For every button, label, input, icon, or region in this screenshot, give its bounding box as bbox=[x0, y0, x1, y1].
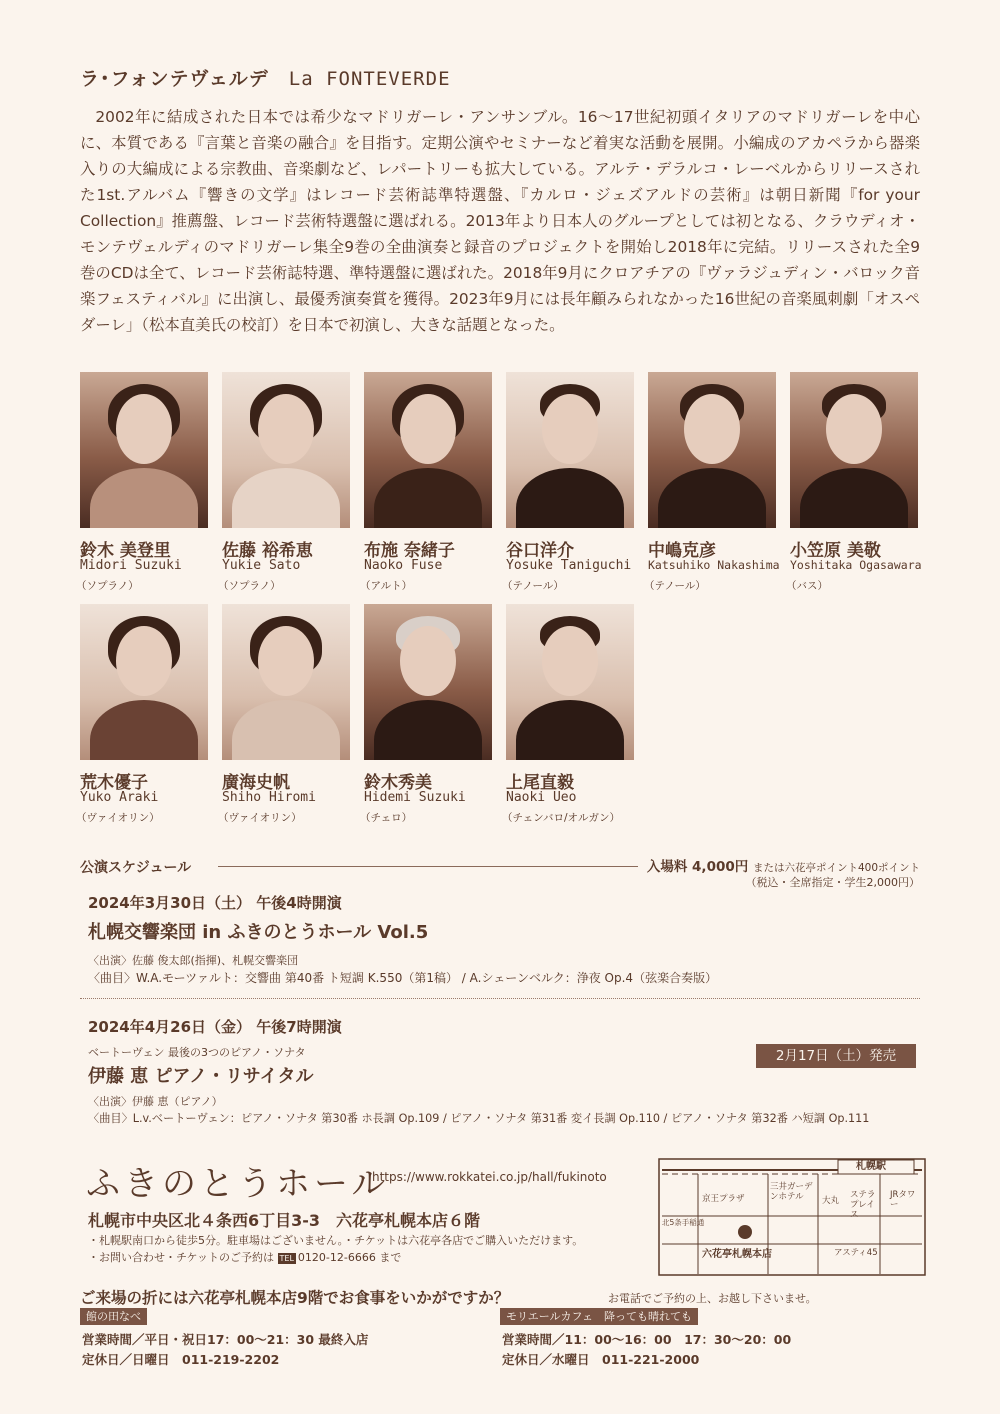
member-name: 上尾直毅 bbox=[506, 773, 574, 793]
event-program: 〈曲目〉W.A.モーツァルト：交響曲 第40番 ト短調 K.550（第1稿） / A.シェーンベルク：浄夜 Op.4（弦楽合奏版） bbox=[88, 971, 718, 985]
member-role: （ヴァイオリン） bbox=[218, 812, 302, 824]
member-name: 佐藤 裕希恵 bbox=[222, 541, 313, 561]
access-map bbox=[658, 1158, 926, 1276]
group-title bbox=[80, 64, 451, 91]
member-photo bbox=[506, 604, 634, 760]
group-title-en: La FONTEVERDE bbox=[288, 68, 451, 90]
hall-url[interactable]: https://www.rokkatei.co.jp/hall/fukinoto bbox=[372, 1170, 607, 1184]
contact-tel[interactable]: 0120-12-6666 まで bbox=[297, 1251, 402, 1264]
member-name: 小笠原 美敬 bbox=[790, 541, 881, 561]
member-name: 布施 奈緒子 bbox=[364, 541, 455, 561]
member-roman: Yoshitaka Ogasawara bbox=[790, 558, 922, 572]
member-role: （アルト） bbox=[360, 580, 413, 592]
contact-prefix: ・お問い合わせ・チケットのご予約は bbox=[88, 1251, 275, 1264]
restaurant-label: モリエールカフェ 降っても晴れても bbox=[500, 1308, 698, 1325]
dining-title-note: お電話でご予約の上、お越し下さいませ。 bbox=[608, 1292, 817, 1305]
event-subtitle: ベートーヴェン 最後の3つのピアノ・ソナタ bbox=[88, 1046, 306, 1059]
member-roman: Hidemi Suzuki bbox=[364, 790, 466, 805]
event-divider bbox=[80, 998, 920, 999]
member-photo bbox=[364, 372, 492, 528]
member-photo bbox=[648, 372, 776, 528]
member-roman: Yuko Araki bbox=[80, 790, 159, 805]
restaurant-closed: 定休日／日曜日 011-219-2202 bbox=[82, 1352, 280, 1367]
member-role: （チェンバロ/オルガン） bbox=[502, 812, 620, 824]
member-photo bbox=[364, 604, 492, 760]
member-roman: Yukie Sato bbox=[222, 558, 301, 573]
hall-access-note: ・札幌駅南口から徒歩5分。駐車場はございません。・チケットは六花亭各店でご購入いただけます。 bbox=[88, 1234, 584, 1247]
hall-address: 札幌市中央区北４条西6丁目3-3 六花亭札幌本店６階 bbox=[88, 1211, 481, 1230]
group-bio: 2002年に結成された日本では希少なマドリガーレ・アンサンブル。16～17世紀初頭イタリアのマドリガーレを中心に、本質である『言葉と音楽の融合』を目指す。定期公演やセミナーなど着実な活動を展開。小編成のアカペラから器楽入りの大編成による宗教曲、音楽劇など、レパートリーも拡大している。アルテ・デラルコ・レーベルからリリースされた1st.アルバム『響きの文学』はレコード芸術誌準特選盤、『カルロ・ジェズアルドの芸術』は朝日新聞『for your Collection』推薦盤、レコード芸術特選盤に選ばれる。2013年より日本人のグループとしては初となる、クラウディオ・モンテヴェルディのマドリガーレ集全9巻の全曲演奏と録音のプロジェクトを開始し2018年に完結。リリースされた全9巻のCDは全て、レコード芸術誌特選、準特選盤に選ばれた。2018年9月にクロアチアの『ヴァラジュディン・バロック音楽フェスティバル』に出演し、最優秀演奏賞を獲得。2023年9月には長年顧みられなかった16世紀の音楽風刺劇「オスペダーレ」（松本直美氏の校訂）を日本で初演し、大きな話題となった。 bbox=[80, 108, 920, 334]
member-role: （テノール） bbox=[644, 580, 706, 592]
member-role: （テノール） bbox=[502, 580, 564, 592]
member-name: 荒木優子 bbox=[80, 773, 148, 793]
group-title-ja: ラ･フォンテヴェルデ bbox=[80, 68, 269, 90]
member-name: 廣海史帆 bbox=[222, 773, 290, 793]
member-photo bbox=[80, 604, 208, 760]
member-roman: Naoko Fuse bbox=[364, 558, 443, 573]
member-roman: Naoki Ueo bbox=[506, 790, 577, 805]
member-role: （ソプラノ） bbox=[218, 580, 281, 592]
member-role: （バス） bbox=[786, 580, 828, 592]
map-station: 札幌駅 bbox=[856, 1161, 886, 1172]
restaurant-hours: 営業時間／11：00～16：00 17：30～20：00 bbox=[502, 1332, 792, 1347]
member-role: （チェロ） bbox=[360, 812, 413, 824]
event-performers: 〈出演〉伊藤 恵（ピアノ） bbox=[88, 1095, 223, 1108]
member-photo bbox=[222, 372, 350, 528]
member-role: （ヴァイオリン） bbox=[76, 812, 160, 824]
hall-contact-note bbox=[88, 1249, 401, 1265]
member-name: 中嶋克彦 bbox=[648, 541, 716, 561]
map-drawing bbox=[658, 1158, 926, 1276]
map-mitsui: 三井ガーデンホテル bbox=[770, 1182, 813, 1202]
price-points: または六花亭ポイント400ポイント bbox=[752, 862, 920, 874]
restaurant-hours: 営業時間／平日・祝日17：00～21：30 最終入店 bbox=[82, 1332, 369, 1347]
member-name: 鈴木秀美 bbox=[364, 773, 432, 793]
event-program: 〈曲目〉L.v.ベートーヴェン：ピアノ・ソナタ 第30番 ホ長調 Op.109 / ピアノ・ソナタ 第31番 変イ長調 Op.110 / ピアノ・ソナタ 第32番 ハ短調 Op.111 bbox=[88, 1112, 870, 1125]
schedule-label: 公演スケジュール bbox=[80, 860, 192, 876]
map-kita5: 北5条手稲通 bbox=[662, 1218, 705, 1227]
restaurant-label: 館の田なべ bbox=[80, 1308, 147, 1325]
price-note: （税込・全席指定・学生2,000円） bbox=[745, 876, 920, 889]
member-name: 谷口洋介 bbox=[506, 541, 574, 561]
event-performers: 〈出演〉佐藤 俊太郎(指揮)、札幌交響楽団 bbox=[88, 954, 299, 967]
member-photo bbox=[80, 372, 208, 528]
hall-logo: ふきのとうホール bbox=[86, 1164, 390, 1204]
schedule-divider bbox=[218, 866, 638, 867]
member-photo bbox=[790, 372, 918, 528]
map-daimaru: 大丸 bbox=[822, 1196, 840, 1206]
member-roman: Midori Suzuki bbox=[80, 558, 182, 573]
event-title: 伊藤 恵 ピアノ・リサイタル bbox=[88, 1066, 314, 1087]
map-jr: JRタワー bbox=[890, 1190, 916, 1210]
event-date: 2024年3月30日（土） 午後4時開演 bbox=[88, 894, 342, 912]
price-main: 入場料 4,000円 bbox=[646, 859, 749, 875]
restaurant-closed: 定休日／水曜日 011-221-2000 bbox=[502, 1352, 700, 1367]
event-date: 2024年4月26日（金） 午後7時開演 bbox=[88, 1018, 342, 1036]
member-role: （ソプラノ） bbox=[76, 580, 139, 592]
event-title: 札幌交響楽団 in ふきのとうホール Vol.5 bbox=[88, 922, 429, 943]
member-name: 鈴木 美登里 bbox=[80, 541, 171, 561]
map-honten: 六花亭札幌本店 bbox=[702, 1249, 772, 1260]
sale-date-badge: 2月17日（土）発売 bbox=[756, 1044, 916, 1068]
tel-icon: TEL bbox=[279, 1254, 294, 1263]
map-keio: 京王プラザ bbox=[702, 1194, 745, 1204]
member-roman: Yosuke Taniguchi bbox=[506, 558, 632, 573]
map-stellar: ステラプレイス bbox=[850, 1190, 876, 1220]
member-photo bbox=[222, 604, 350, 760]
member-photo bbox=[506, 372, 634, 528]
dining-title: ご来場の折には六花亭札幌本店9階でお食事をいかがですか？ bbox=[80, 1289, 510, 1307]
map-astey: アスティ45 bbox=[834, 1248, 878, 1258]
ticket-price bbox=[647, 855, 920, 875]
member-roman: Katsuhiko Nakashima bbox=[648, 558, 780, 572]
member-roman: Shiho Hiromi bbox=[222, 790, 316, 805]
